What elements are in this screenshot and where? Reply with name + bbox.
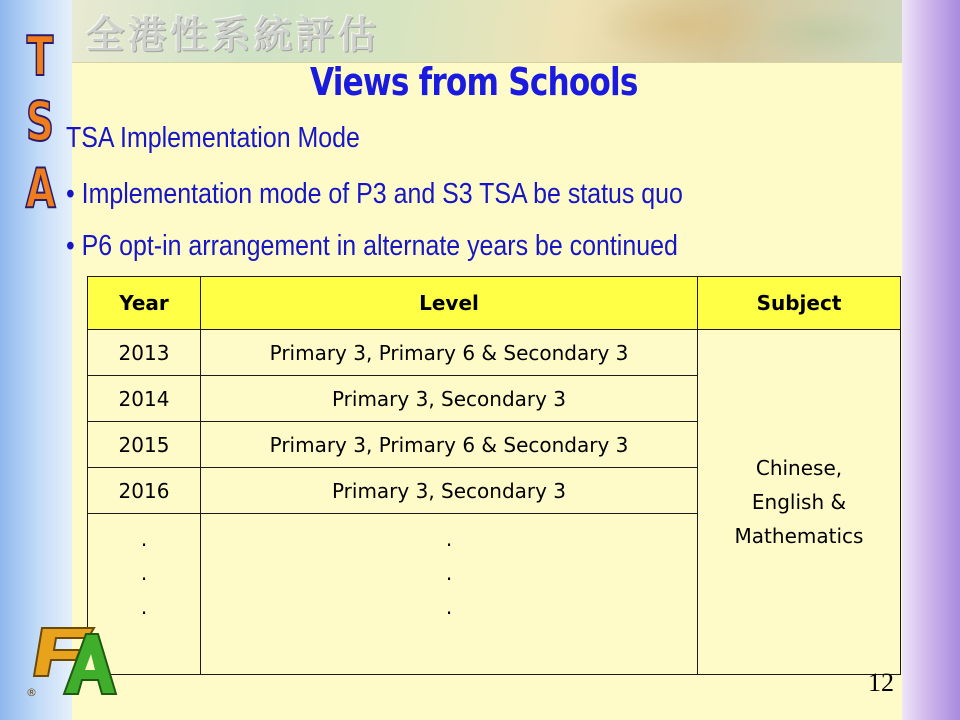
right-gradient-bar [902, 0, 960, 720]
level-cell: Primary 3, Secondary 3 [201, 468, 698, 514]
subtitle: TSA Implementation Mode [66, 122, 360, 154]
header-map-banner [72, 0, 902, 63]
ellipsis-dot: . [140, 561, 148, 585]
level-cell: Primary 3, Primary 6 & Secondary 3 [201, 330, 698, 376]
map-texture [752, 8, 892, 58]
year-cell: 2013 [88, 330, 201, 376]
year-cell: 2014 [88, 376, 201, 422]
page-number: 12 [868, 668, 894, 697]
table-row [88, 330, 901, 376]
ellipsis-dot: . [140, 595, 148, 619]
tsa-letter-a: A [25, 157, 56, 220]
table-header-row [88, 277, 901, 330]
tsa-letter-s: S [25, 90, 55, 153]
header-chinese-title: 全港性系統評估 [86, 12, 381, 57]
column-header-subject: Subject [698, 277, 901, 330]
level-cell: Primary 3, Secondary 3 [201, 376, 698, 422]
ellipsis-dot: . [140, 527, 148, 551]
slide-title: Views from Schools [310, 60, 638, 104]
year-cell: 2016 [88, 468, 201, 514]
bullet-item: • P6 opt-in arrangement in alternate years be continued [66, 230, 678, 262]
column-header-level: Level [201, 277, 698, 330]
subject-cell [698, 330, 901, 675]
level-cell: Primary 3, Primary 6 & Secondary 3 [201, 422, 698, 468]
bullet-item: • Implementation mode of P3 and S3 TSA be status quo [66, 178, 683, 210]
subject-line: English & [751, 490, 847, 514]
subject-line: Chinese, [755, 456, 843, 480]
level-ellipsis-cell [201, 514, 698, 675]
map-texture [592, 0, 772, 60]
tsa-letter-t: T [26, 25, 54, 88]
year-cell: 2015 [88, 422, 201, 468]
ellipsis-dot: . [445, 561, 453, 585]
registered-mark: ® [26, 686, 37, 699]
tsa-schedule-table [87, 276, 901, 675]
subject-line: Mathematics [734, 524, 864, 548]
ea-logo [24, 620, 120, 700]
ellipsis-dot: . [445, 595, 453, 619]
ellipsis-dot: . [445, 527, 453, 551]
column-header-year: Year [88, 277, 201, 330]
